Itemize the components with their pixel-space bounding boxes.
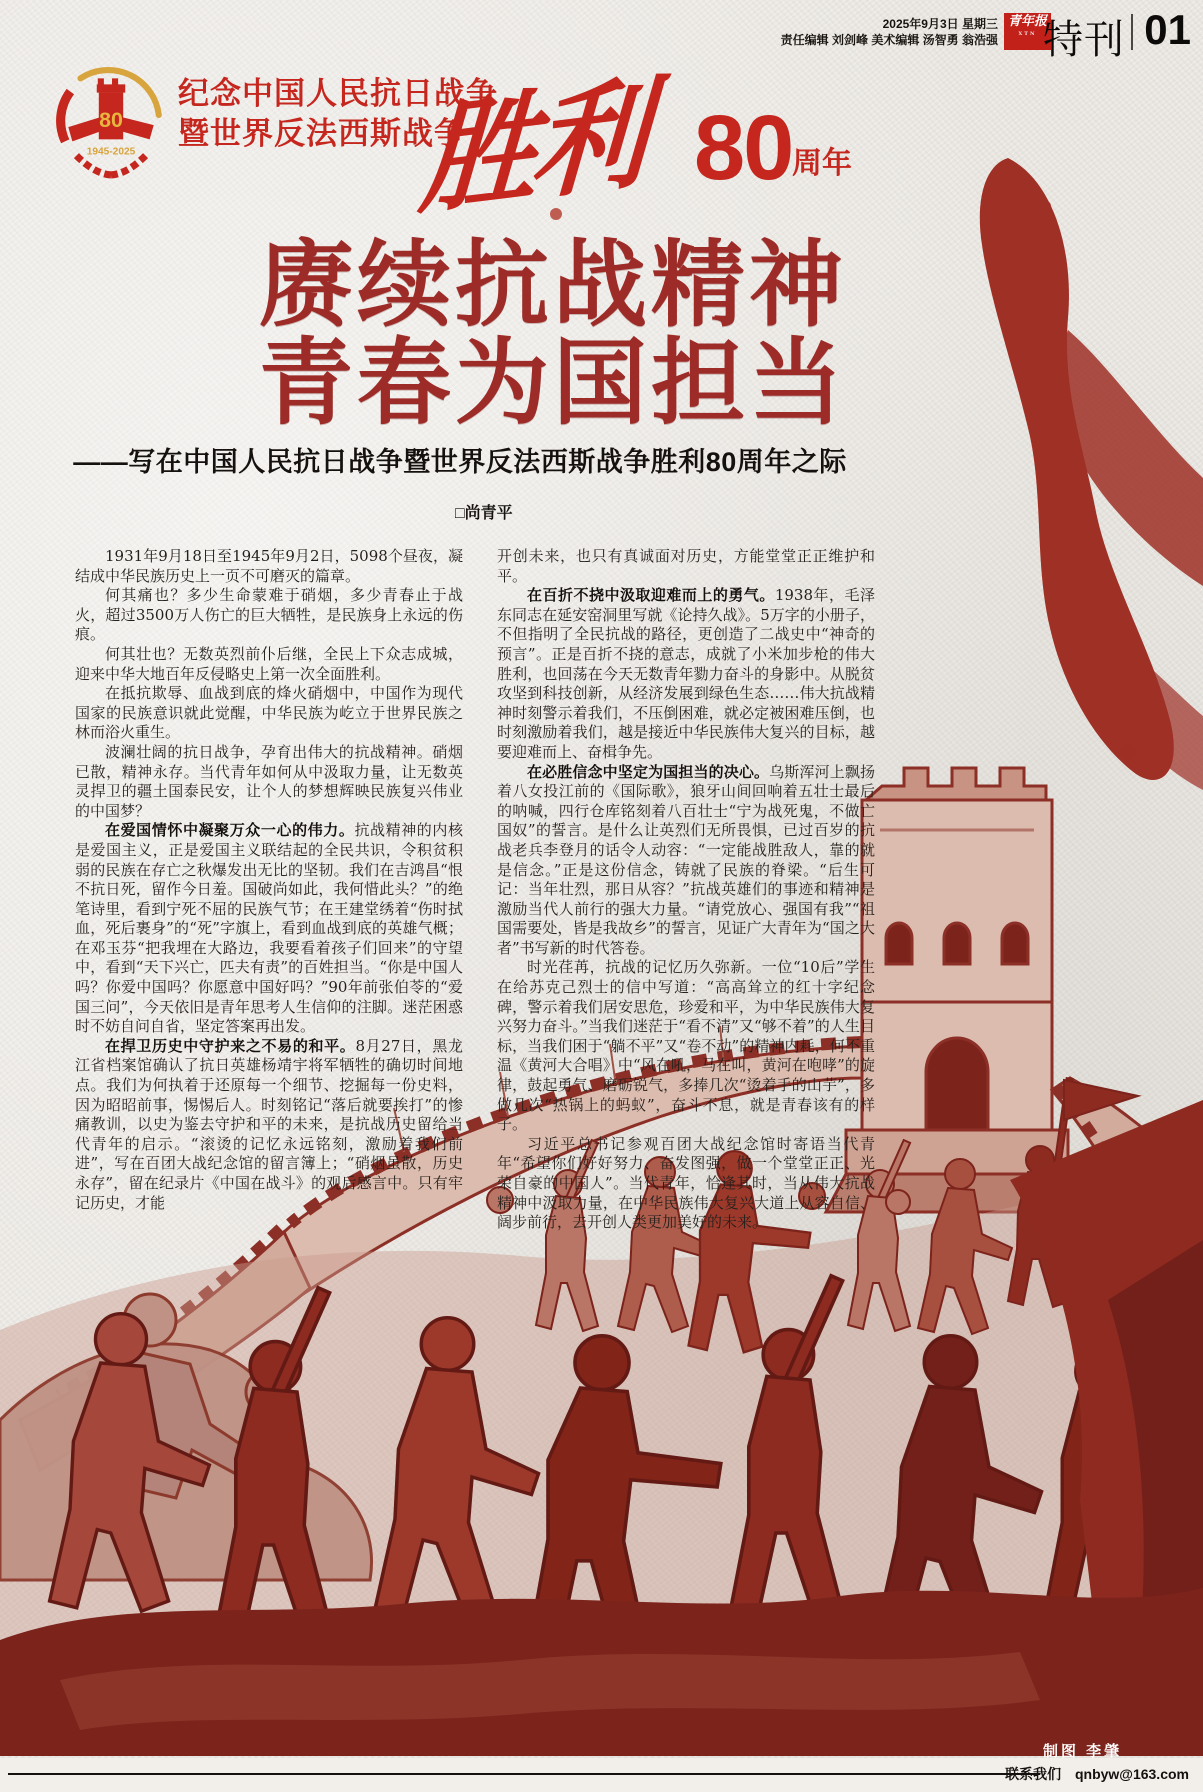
paragraph: 何其壮也？无数英烈前仆后继，全民上下众志成城，迎来中华大地百年反侵略史上第一次全面胜利。 — [75, 644, 463, 683]
paragraph: 在必胜信念中坚定为国担当的决心。乌斯浑河上飘扬着八女投江前的《国际歌》，狼牙山间回响着五壮士最后的呐喊，四行仓库铭刻着八百壮士“宁为战死鬼，不做亡国奴”的誓言。是什么让英烈们无所畏惧，已过百岁的抗战老兵李登月的话令人动容：“一定能战胜敌人，靠的就是信念。”正是这份信念，铸就了民族的脊梁。“后生可记：当年壮烈，那日从容？”抗战英雄们的事迹和精神是激励当代人前行的强大力量。“请党放心、强国有我”“祖国需要处，皆是我故乡”的誓言，见证广大青年为“国之大者”书写新的时代答卷。 — [497, 762, 875, 957]
paragraph: 在捍卫历史中守护来之不易的和平。8月27日，黑龙江省档案馆确认了抗日英雄杨靖宇将军牺牲的确切时间地点。我们为何执着于还原每一个细节、挖掘每一份史料，因为昭昭前事，惕惕后人。时刻铭记“落后就要挨打”的惨痛教训，以史为鉴去守护和平的未来，是抗战历史留给当代青年的启示。“滚烫的记忆永远铭刻，激励着我们前进”，写在百团大战纪念馆的留言簿上；“硝烟虽散，历史永存”，留在纪录片《中国在战斗》的观后感言中。只有牢记历史，才能 — [75, 1036, 463, 1212]
paragraph: 何其痛也？多少生命蒙难于硝烟，多少青春止于战火，超过3500万人伤亡的巨大牺牲，是民族身上永远的伤痕。 — [75, 586, 463, 644]
banner-title-line2: 暨世界反法西斯战争 — [178, 116, 466, 151]
paragraph: 开创未来，也只有真诚面对历史，方能堂堂正正维护和平。 — [497, 547, 875, 585]
paragraph: 在抵抗欺辱、血战到底的烽火硝烟中，中国作为现代国家的民族意识就此觉醒，中华民族为屹立于世界民族之林而浴火重生。 — [75, 684, 463, 742]
main-headline — [128, 232, 978, 435]
masthead-dates — [781, 16, 998, 48]
victory-calligraphy: 胜利 — [416, 62, 647, 231]
article-column-right — [497, 547, 875, 1232]
date-line: 2025年9月3日 星期三 — [882, 17, 998, 31]
banner-anniversary-suffix: 周年 — [792, 147, 852, 180]
footer-rule — [8, 1773, 1040, 1775]
subtitle: ——写在中国人民抗日战争暨世界反法西斯战争胜利80周年之际 — [73, 447, 847, 477]
svg-text:80: 80 — [99, 108, 123, 133]
article-column-left — [75, 547, 463, 1212]
paragraph: 1931年9月18日至1945年9月2日，5098个昼夜，凝结成中华民族历史上一页不可磨灭的篇章。 — [75, 547, 463, 585]
contact-email: qnbyw@163.com — [1074, 1766, 1189, 1782]
section-label: 特刊 — [1043, 18, 1125, 62]
paragraph: 在百折不挠中汲取迎难而上的勇气。1938年，毛泽东同志在延安窑洞里写就《论持久战》。5万字的小册子，不但指明了全民抗战的路径，更创造了二战史中“神奇的预言”。正是百折不挠的意志，成就了小米加步枪的伟大胜利，也回荡在今天无数青年勠力奋斗的身影中。从脱贫攻坚到科技创新，从经济发展到绿色生态……伟大抗战精神时刻警示着我们，不压倒困难，就必定被困难压倒，也时刻激励着我们，越是接近中华民族伟大复兴的目标，越要迎难而上、奋楫争先。 — [497, 586, 875, 761]
brand-name: 青年报 — [1007, 14, 1047, 29]
headline-line2: 青春为国担当 — [258, 330, 847, 435]
masthead-divider — [1131, 14, 1133, 50]
artwork-credit: 制图 李肇 — [1043, 1743, 1123, 1760]
paragraph: 在爱国情怀中凝聚万众一心的伟力。抗战精神的内核是爱国主义，正是爱国主义联结起的全民共识，令积贫积弱的民族在存亡之秋爆发出无比的坚韧。我们在吉鸿昌“恨不抗日死，留作今日羞。国破尚如此，我何惜此头？”的绝笔诗里，看到宁死不屈的民族气节；在王建堂绣着“伤时拭血，死后裹身”的“死”字旗上，看到血战到底的英雄气概；在邓玉芬“把我埋在大路边，我要看着孩子们回来”的守望中，看到“天下兴亡，匹夫有责”的百姓担当。“你是中国人吗？你爱中国吗？你愿意中国好吗？”90年前张伯苓的“爱国三问”，今天依旧是青年思考人生信仰的注脚。迷茫困惑时不妨自问自省，坚定答案再出发。 — [75, 821, 463, 1036]
page-number: 01 — [1144, 6, 1191, 53]
banner-80: 80 — [694, 97, 793, 199]
anniversary-emblem-icon — [50, 58, 172, 180]
svg-text:1945-2025: 1945-2025 — [86, 146, 136, 158]
editors-line: 责任编辑 刘剑峰 美术编辑 汤智勇 翁浩强 — [780, 33, 998, 47]
contact-label: 联系我们 — [1005, 1766, 1062, 1782]
byline: □尚青平 — [455, 505, 513, 522]
paragraph: 时光荏苒，抗战的记忆历久弥新。一位“10后”学生在给苏克己烈士的信中写道：“高高耸立的红十字纪念碑，警示着我们居安思危，珍爱和平，为中华民族伟大复兴努力奋斗。”当我们迷茫于“看不清”又“够不着”的人生目标，当我们困于“躺不平”又“卷不动”的精神内耗，何不重温《黄河大合唱》中“风在吼，马在叫，黄河在咆哮”的旋律，鼓起勇气、磨砺锐气，多捧几次“烫着手的山芋”，多做几次“热锅上的蚂蚁”，奋斗不息，就是青春该有的样子。 — [497, 958, 875, 1134]
paragraph: 波澜壮阔的抗日战争，孕育出伟大的抗战精神。硝烟已散，精神永存。当代青年如何从中汲取力量，让无数英灵捍卫的疆土国泰民安，让个人的梦想辉映民族复兴伟业的中国梦？ — [75, 742, 463, 820]
banner-title-line1: 纪念中国人民抗日战争 — [178, 76, 498, 111]
paragraph: 习近平总书记参观百团大战纪念馆时寄语当代青年“希望你们好好努力、奋发图强，做一个堂堂正正、光荣自豪的中国人”。当代青年，恰逢其时，当从伟大抗战精神中汲取力量，在中华民族伟大复兴大道上从容自信、阔步前行，去开创人类更加美好的未来。 — [497, 1134, 875, 1232]
footer-contact — [1005, 1764, 1189, 1784]
brand-subtext: XTN — [1018, 31, 1037, 37]
headline-line1: 赓续抗战精神 — [258, 232, 847, 337]
